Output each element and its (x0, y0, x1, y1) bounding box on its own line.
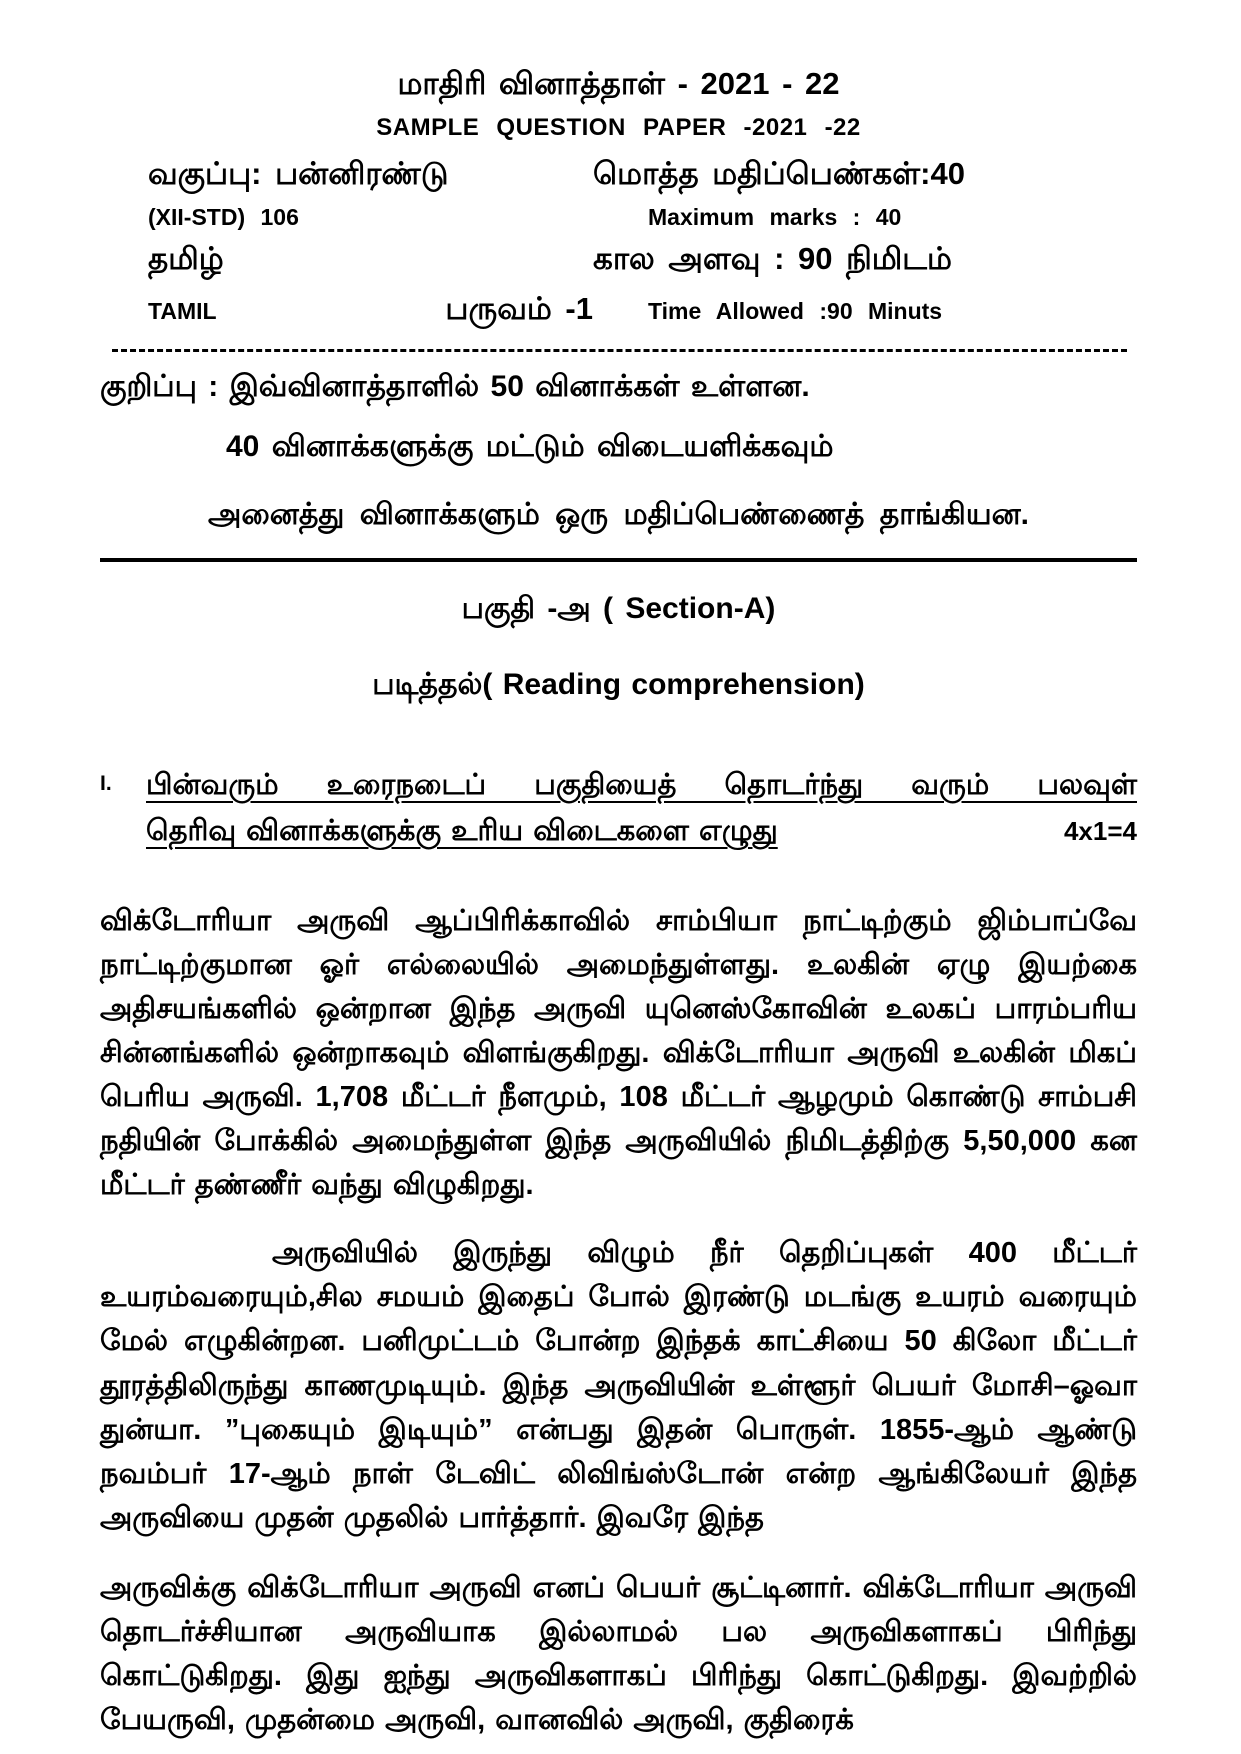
passage-paragraph-2: அருவியில் இருந்து விழும் நீர் தெறிப்புகள் 400 மீட்டர் உயரம்வரையும்,சில சமயம் இதைப் போல் இரண்டு மடங்கு உயரம் வரையும் மேல் எழுகின்றன. பனிமுட்டம் போன்ற இந்தக் காட்சியை 50 கிலோ மீட்டர் தூரத்திலிருந்து காணமுடியும். இந்த அருவியின் உள்ளூர் பெயர் மோசி–ஓவா துன்யா. ”புகையும் இடியும்” என்பது இதன் பொருள். 1855-ஆம் ஆண்டு நவம்பர் 17-ஆம் நாள் டேவிட் லிவிங்ஸ்டோன் என்ற ஆங்கிலேயர் இந்த அருவியை முதன் முதலில் பார்த்தார். இவரே இந்த (100, 1237, 1137, 1534)
paper-title-english: SAMPLE QUESTION PAPER -2021 -22 (376, 114, 861, 141)
dotted-divider (112, 349, 1127, 352)
question-1-block (100, 762, 1137, 855)
question-1-instruction-line2-row (146, 808, 1137, 854)
time-allowed-english: Time Allowed :90 Minuts (648, 298, 943, 324)
class-label-tamil: வகுப்பு: பன்னிரண்டு (148, 156, 449, 191)
meta-row-subject-time (148, 291, 1137, 331)
subject-label-english: TAMIL (148, 298, 217, 324)
paper-title-tamil: மாதிரி வினாத்தாள் - 2021 - 22 (397, 66, 840, 101)
total-marks-tamil: மொத்த மதிப்பெண்கள்:40 (593, 156, 965, 191)
instructions-block (100, 370, 1137, 536)
meta-left-split (148, 291, 593, 331)
class-label-english: (XII-STD) 106 (148, 204, 299, 230)
note-one-mark-each: அனைத்து வினாக்களும் ஒரு மதிப்பெண்ணைத் தாங்கியன. (208, 498, 1029, 531)
reading-comprehension-heading: படித்தல்( Reading comprehension) (372, 668, 865, 701)
duration-tamil: கால அளவு : 90 நிமிடம் (593, 241, 952, 276)
meta-row-std-maxmarks (148, 204, 1137, 231)
question-1-instruction (146, 762, 1137, 855)
note-total-questions: குறிப்பு : இவ்வினாத்தாளில் 50 வினாக்கள் உள்ளன. (100, 370, 810, 403)
question-1-instruction-line1: பின்வரும் உரைநடைப் பகுதியைத் தொடர்ந்து வரும் பலவுள் (146, 769, 1137, 801)
question-1-marks: 4x1=4 (1063, 816, 1137, 847)
paper-header (100, 66, 1137, 331)
question-1-numeral: I. (100, 772, 112, 795)
question-1-instruction-line2: தெரிவு வினாக்களுக்கு உரிய விடைகளை எழுது (146, 815, 778, 848)
meta-row-subject-duration (148, 241, 1137, 281)
subject-label-tamil: தமிழ் (148, 241, 224, 276)
term-label-tamil: பருவம் -1 (445, 291, 593, 326)
passage-paragraph-1: விக்டோரியா அருவி ஆப்பிரிக்காவில் சாம்பியா நாட்டிற்கும் ஜிம்பாப்வே நாட்டிற்குமான ஓர் எல்லையில் அமைந்துள்ளது. உலகின் ஏழு இயற்கை அதிசயங்களில் ஒன்றான இந்த அருவி யுனெஸ்கோவின் உலகப் பாரம்பரிய சின்னங்களில் ஒன்றாகவும் விளங்குகிறது. விக்டோரியா அருவி உலகின் மிகப் பெரிய அருவி. 1,708 மீட்டர் நீளமும், 108 மீட்டர் ஆழமும் கொண்டு சாம்பசி நதியின் போக்கில் அமைந்துள்ள இந்த அருவியில் நிமிடத்திற்கு 5,50,000 கன மீட்டர் தண்ணீர் வந்து விழுகிறது. (100, 904, 1137, 1202)
section-a-heading: பகுதி -அ ( Section-A) (461, 592, 776, 625)
note-answer-forty: 40 வினாக்களுக்கு மட்டும் விடையளிக்கவும் (226, 430, 834, 463)
passage-paragraph-3: அருவிக்கு விக்டோரியா அருவி எனப் பெயர் சூட்டினார். விக்டோரியா அருவி தொடர்ச்சியான அருவியாக இல்லாமல் பல அருவிகளாகப் பிரிந்து கொட்டுகிறது. இது ஐந்து அருவிகளாகப் பிரிந்து கொட்டுகிறது. இவற்றில் பேயருவி, முதன்மை அருவி, வானவில் அருவி, குதிரைக் (100, 1571, 1137, 1737)
meta-row-class-marks (148, 156, 1137, 196)
max-marks-english: Maximum marks : 40 (648, 204, 902, 230)
paper-meta (100, 156, 1137, 331)
solid-divider (100, 558, 1137, 562)
